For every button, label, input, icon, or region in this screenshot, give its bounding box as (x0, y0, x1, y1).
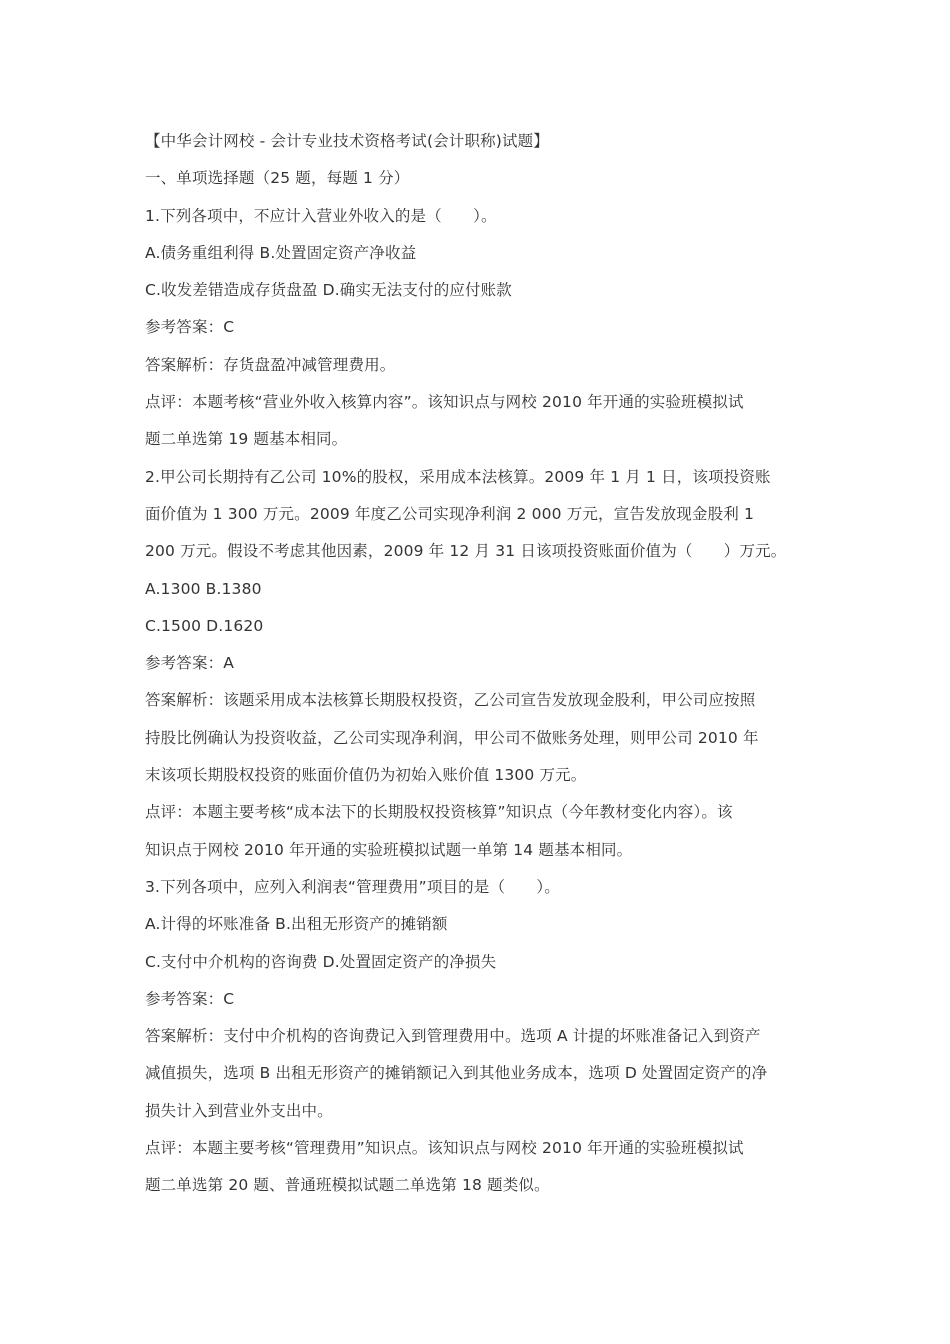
question-3-explanation-cont: 减值损失，选项 B 出租无形资产的摊销额记入到其他业务成本，选项 D 处置固定资产的净 (145, 1064, 768, 1083)
question-3-comment-cont: 题二单选第 20 题、普通班模拟试题二单选第 18 题类似。 (145, 1176, 550, 1195)
question-1-comment-cont: 题二单选第 19 题基本相同。 (145, 430, 348, 449)
question-3-explanation: 答案解析：支付中介机构的咨询费记入到管理费用中。选项 A 计提的坏账准备记入到资产 (145, 1027, 761, 1046)
question-3-explanation-cont: 损失计入到营业外支出中。 (145, 1101, 333, 1120)
question-2-comment-cont: 知识点于网校 2010 年开通的实验班模拟试题一单第 14 题基本相同。 (145, 840, 633, 859)
question-3-stem: 3.下列各项中，应列入利润表“管理费用”项目的是（ ）。 (145, 877, 560, 896)
question-1-comment: 点评：本题考核“营业外收入核算内容”。该知识点与网校 2010 年开通的实验班模拟试 (145, 393, 744, 412)
question-2-stem: 2.甲公司长期持有乙公司 10%的股权，采用成本法核算。2009 年 1 月 1 日，该项投资账 (145, 467, 771, 486)
question-2-options-cd: C.1500 D.1620 (145, 616, 264, 635)
question-1-stem: 1.下列各项中，不应计入营业外收入的是（ ）。 (145, 206, 497, 225)
question-1-options-ab: A.债务重组利得 B.处置固定资产净收益 (145, 243, 417, 262)
question-3-options-ab: A.计得的坏账准备 B.出租无形资产的摊销额 (145, 915, 448, 934)
question-2-explanation-cont: 末该项长期股权投资的账面价值仍为初始入账价值 1300 万元。 (145, 766, 587, 785)
question-2-comment: 点评：本题主要考核“成本法下的长期股权投资核算”知识点（今年教材变化内容）。该 (145, 803, 733, 822)
question-2-stem-cont: 200 万元。假设不考虑其他因素，2009 年 12 月 31 日该项投资账面价值为（ ）万元。 (145, 542, 787, 561)
question-2-stem-cont: 面价值为 1 300 万元。2009 年度乙公司实现净利润 2 000 万元，宣告发放现金股利 1 (145, 504, 754, 523)
question-3-answer: 参考答案：C (145, 989, 235, 1008)
question-3-comment: 点评：本题主要考核“管理费用”知识点。该知识点与网校 2010 年开通的实验班模拟试 (145, 1139, 744, 1158)
document-title: 【中华会计网校 - 会计专业技术资格考试(会计职称)试题】 (145, 132, 549, 150)
question-3-options-cd: C.支付中介机构的咨询费 D.处置固定资产的净损失 (145, 952, 497, 971)
question-1-explanation: 答案解析：存货盘盈冲减管理费用。 (145, 355, 396, 374)
question-2-explanation: 答案解析：该题采用成本法核算长期股权投资，乙公司宣告发放现金股利，甲公司应按照 (145, 691, 756, 710)
question-1-options-cd: C.收发差错造成存货盘盈 D.确实无法支付的应付账款 (145, 281, 512, 300)
question-2-explanation-cont: 持股比例确认为投资收益，乙公司实现净利润，甲公司不做账务处理，则甲公司 2010 年 (145, 728, 759, 747)
document-page (145, 123, 825, 1205)
question-1-answer: 参考答案：C (145, 318, 235, 337)
question-2-options-ab: A.1300 B.1380 (145, 579, 262, 598)
question-2-answer: 参考答案：A (145, 654, 235, 673)
section-heading: 一、单项选择题（25 题，每题 1 分） (145, 169, 410, 188)
